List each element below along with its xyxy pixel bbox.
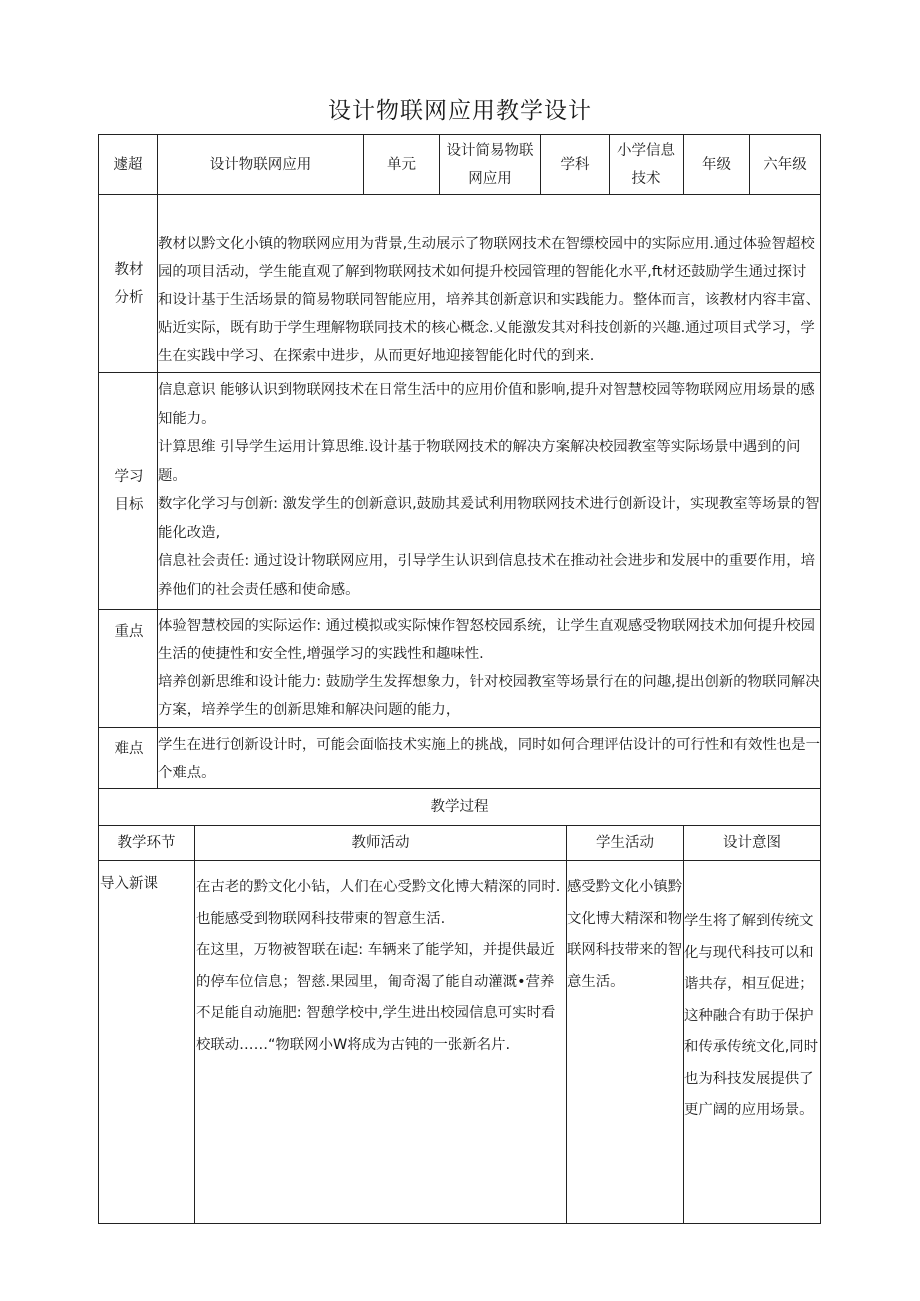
grade-label: 年级 — [702, 156, 731, 173]
design-intent-cell: 学生将了解到传统文化与现代科技可以和谐共存，相互促进；这种融合有助于保护和传承传统文化,同时也为科技发展提供了更广阔的应用场景。 — [684, 913, 819, 1118]
col-divider — [609, 134, 610, 194]
col-header-intent: 设计意图 — [723, 835, 781, 851]
col-divider — [194, 825, 195, 1224]
col-divider — [439, 134, 440, 194]
row-divider — [98, 860, 821, 861]
objectives-list — [158, 376, 820, 604]
row-divider — [98, 372, 821, 373]
objective-item: 计算思维 引导学生运用计算思维.设计基于物联网技术的解决方案解决校园教室等实际场景中遇到的问题。 — [158, 439, 801, 484]
objective-item: 信息意识 能够认识到物联网技术在日常生活中的应用价值和影响,提升对智慧校园等物联网应用场景的感知能力。 — [158, 382, 815, 427]
col-header-student: 学生活动 — [596, 835, 654, 851]
col-header-stage: 教学环节 — [117, 835, 176, 851]
teacher-paragraph: 在古老的黔文化小钻，人们在心受黔文化博大精深的同时.也能感受到物联网科技带柬的智意生活. — [196, 879, 561, 927]
keypoints-list — [158, 612, 820, 724]
subject-label: 学科 — [560, 156, 590, 173]
unit-label: 单元 — [387, 156, 416, 173]
unit-name: 设计简易物联网应用 — [446, 142, 534, 187]
subject-name: 小学信息技术 — [617, 142, 675, 187]
objective-item: 信息社会责任: 通过设计物联网应用，引导学生认识到信息技术在推动社会进步和发展中的重要作用，培养他们的社会责任感和使命感。 — [158, 553, 816, 598]
objective-item: 数字化学习与创新: 激发学生的创新意识,鼓励其爰试利用物联网技术进行创新设计，实现教室等场景的智能化改造, — [158, 496, 820, 541]
stage-cell: 导入新课 — [100, 876, 158, 892]
difficulty-text: 学生在进行创新设计时，可能会面临技术实施上的挑战，同时如何合理评估设计的可行性和有效性也是一个难点。 — [158, 737, 820, 781]
difficulty-label: 难点 — [114, 741, 144, 757]
analysis-label: 教材分析 — [114, 261, 144, 306]
course-name: 设计物联网应用 — [209, 156, 312, 173]
row-divider — [98, 194, 821, 195]
objectives-label: 学习目标 — [114, 469, 144, 513]
process-title: 教学过程 — [430, 799, 489, 815]
course-label: 遽超 — [113, 156, 143, 173]
grade-name: 六年级 — [763, 156, 807, 173]
row-divider — [98, 609, 821, 610]
row-divider — [98, 727, 821, 728]
analysis-text: 教材以黔文化小镇的物联网应用为背景,生动展示了物联网技术在智缥校园中的实际应用.通过体验智超校园的项目活动，学生能直观了解到物联网技术如何提升校园管理的智能化水平,ft材还鼓励学生通过探讨和设计基于生活场景的简易物联同智能应用，培养其创新意识和实践能力。整体而言，该教材内容丰富、贴近实际，既有助于学生理解物联同技术的核心概念.乂能激发其对科技创新的兴趣.通过项目式学习，学生在实践中学习、在探索中进步，从而更好地迎接智能化时代的到来. — [158, 236, 820, 364]
keypoints-label: 重点 — [114, 624, 144, 640]
keypoint-item: 培养创新思维和设计能力: 鼓励学生发挥想象力，针对校园教室等场景行在的问趣,提出创新的物联同解决方案，培养学生的创新思雉和解决问题的能力， — [158, 674, 820, 718]
student-activity-cell: 感受黔文化小镇黔文化博大精深和物联网科技带来的智意生活。 — [567, 879, 683, 990]
teacher-paragraph: 在这里，万物被智联在i起: 车辆来了能学知，并提供最近的停车位信息；智慈.果园里，匍奇渴了能自动灌溉•营养不足能自动施肥: 智憩学校中,学生进出校园信息可实时看校联动……“物联网小W将成为古钝的一张新名片. — [196, 942, 556, 1053]
page-title: 设计物联网应用教学设计 — [328, 98, 592, 124]
teacher-activity-cell — [196, 872, 566, 1061]
keypoint-item: 体验智慧校园的实际运作: 通过模拟或实际悚作智怒校园系统，让学生直观感受物联网技术加何提升校园生活的使捷性和安全性,增强学习的实践性和趣味性. — [158, 618, 816, 662]
col-header-teacher: 教师活动 — [351, 835, 410, 851]
